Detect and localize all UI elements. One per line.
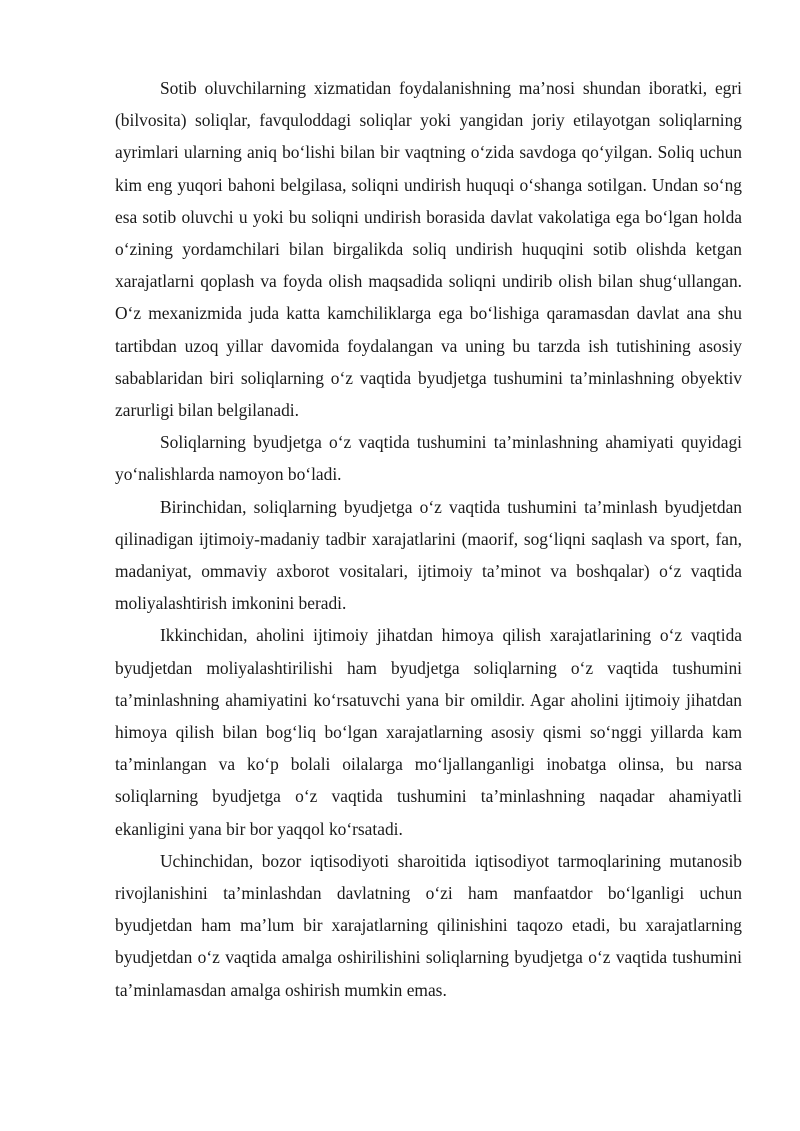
document-page	[115, 72, 742, 1006]
paragraph-third-reason: Uchinchidan, bozor iqtisodiyoti sharoitida iqtisodiyot tarmoqlarining mutanosib rivojlanishini ta’minlashdan davlatning o‘zi ham manfaatdor bo‘lganligi uchun byudjetdan ham ma’lum bir xarajatlarning qilinishini taqozo etadi, bu xarajatlarning byudjetdan o‘z vaqtida amalga oshirilishini soliqlarning byudjetga o‘z vaqtida tushumini ta’minlamasdan amalga oshirish mumkin emas.	[115, 850, 742, 1000]
paragraph-tax-farming: Sotib oluvchilarning xizmatidan foydalanishning ma’nosi shundan iboratki, egri (bilvosita) soliqlar, favquloddagi soliqlar yoki yangidan joriy etilayotgan soliqlarning ayrimlari ularning aniq bo‘lishi bilan bir vaqtning o‘zida savdoga qo‘yilgan. Soliq uchun kim eng yuqori bahoni belgilasa, soliqni undirish huquqi o‘shanga sotilgan. Undan so‘ng esa sotib oluvchi u yoki bu soliqni undirish borasida davlat vakolatiga ega bo‘lgan holda o‘zining yordamchilari bilan birgalikda soliq undirish huquqini sotib olishda ketgan xarajatlarni qoplash va foyda olish maqsadida soliqni undirib olish bilan shug‘ullangan. O‘z mexanizmida juda katta kamchiliklarga ega bo‘lishiga qaramasdan davlat ana shu tartibdan uzoq yillar davomida foydalangan va uning bu tarzda ish tutishining asosiy sabablaridan biri soliqlarning o‘z vaqtida byudjetga tushumini ta’minlashning obyektiv zarurligi bilan belgilanadi.	[115, 78, 742, 421]
paragraph-importance-intro: Soliqlarning byudjetga o‘z vaqtida tushumini ta’minlashning ahamiyati quyidagi yo‘nalishlarda namoyon bo‘ladi.	[115, 432, 742, 485]
paragraph-second-reason: Ikkinchidan, aholini ijtimoiy jihatdan himoya qilish xarajatlarining o‘z vaqtida byudjetdan moliyalashtirilishi ham byudjetga soliqlarning o‘z vaqtida tushumini ta’minlashning ahamiyatini ko‘rsatuvchi yana bir omildir. Agar aholini ijtimoiy jihatdan himoya qilish bilan bog‘liq bo‘lgan xarajatlarning asosiy qismi so‘nggi yillarda kam ta’minlangan va ko‘p bolali oilalarga mo‘ljallanganligi inobatga olinsa, bu narsa soliqlarning byudjetga o‘z vaqtida tushumini ta’minlashning naqadar ahamiyatli ekanligini yana bir bor yaqqol ko‘rsatadi.	[115, 625, 742, 839]
paragraph-first-reason: Birinchidan, soliqlarning byudjetga o‘z vaqtida tushumini ta’minlash byudjetdan qilinadigan ijtimoiy-madaniy tadbir xarajatlarini (maorif, sog‘liqni saqlash va sport, fan, madaniyat, ommaviy axborot vositalari, ijtimoiy ta’minot va boshqalar) o‘z vaqtida moliyalashtirish imkonini beradi.	[115, 496, 742, 614]
